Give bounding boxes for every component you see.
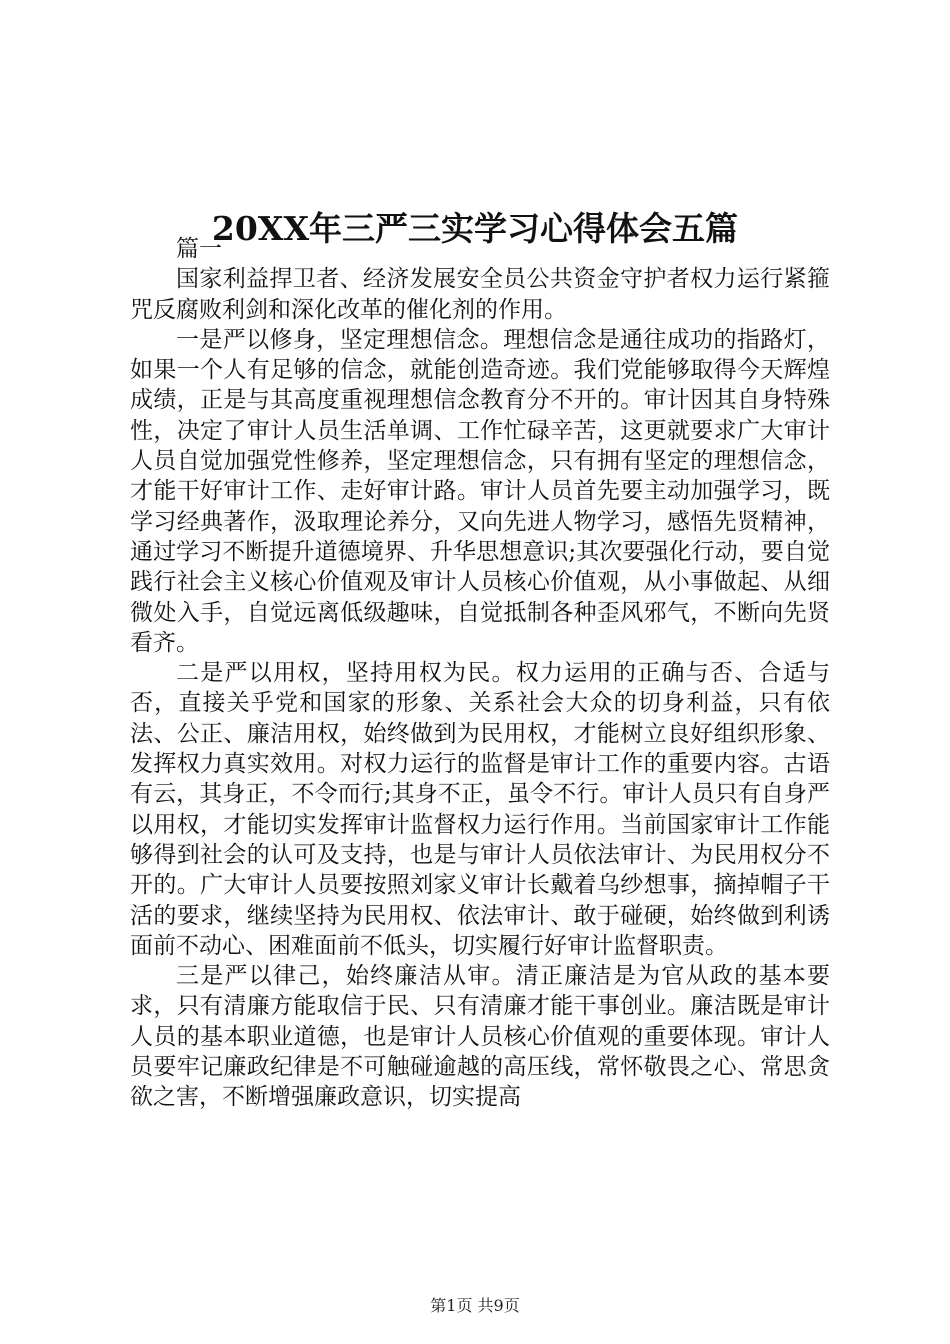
paragraph-intro: 国家利益捍卫者、经济发展安全员公共资金守护者权力运行紧箍咒反腐败利剑和深化改革的催化剂的作用。 — [130, 266, 830, 323]
paragraph-use-of-power: 二是严以用权，坚持用权为民。权力运用的正确与否、合适与否，直接关乎党和国家的形象、关系社会大众的切身利益，只有依法、公正、廉洁用权，始终做到为民用权，才能树立良好组织形象、发挥权力真实效用。对权力运行的监督是审计工作的重要内容。古语有云，其身正，不令而行;其身不正，虽令不行。审计人员只有自身严以用权，才能切实发挥审计监督权力运行作用。当前国家审计工作能够得到社会的认可及支持，也是与审计人员依法审计、为民用权分不开的。广大审计人员要按照刘家义审计长戴着乌纱想事，摘掉帽子干活的要求，继续坚持为民用权、依法审计、敢于碰硬，始终做到利诱面前不动心、困难面前不低头，切实履行好审计监督职责。 — [130, 660, 830, 959]
page-number-footer: 第1页 共9页 — [430, 1296, 520, 1315]
section-label: 篇一 — [176, 236, 222, 262]
paragraph-self-cultivation: 一是严以修身，坚定理想信念。理想信念是通往成功的指路灯，如果一个人有足够的信念，就能创造奇迹。我们党能够取得今天辉煌成绩，正是与其高度重视理想信念教育分不开的。审计因其自身特殊性，决定了审计人员生活单调、工作忙碌辛苦，这更就要求广大审计人员自觉加强党性修养，坚定理想信念，只有拥有坚定的理想信念，才能干好审计工作、走好审计路。审计人员首先要主动加强学习，既学习经典著作，汲取理论养分，又向先进人物学习，感悟先贤精神，通过学习不断提升道德境界、升华思想意识;其次要强化行动，要自觉践行社会主义核心价值观及审计人员核心价值观，从小事做起、从细微处入手，自觉远离低级趣味，自觉抵制各种歪风邪气，不断向先贤看齐。 — [130, 326, 830, 656]
document-title: 20XX年三严三实学习心得体会五篇 — [211, 209, 739, 249]
paragraph-self-discipline: 三是严以律己，始终廉洁从审。清正廉洁是为官从政的基本要求，只有清廉方能取信于民、只有清廉才能干事创业。廉洁既是审计人员的基本职业道德，也是审计人员核心价值观的重要体现。审计人员要牢记廉政纪律是不可触碰逾越的高压线，常怀敬畏之心、常思贪欲之害，不断增强廉政意识，切实提高 — [130, 963, 830, 1111]
document-body — [130, 234, 830, 1113]
